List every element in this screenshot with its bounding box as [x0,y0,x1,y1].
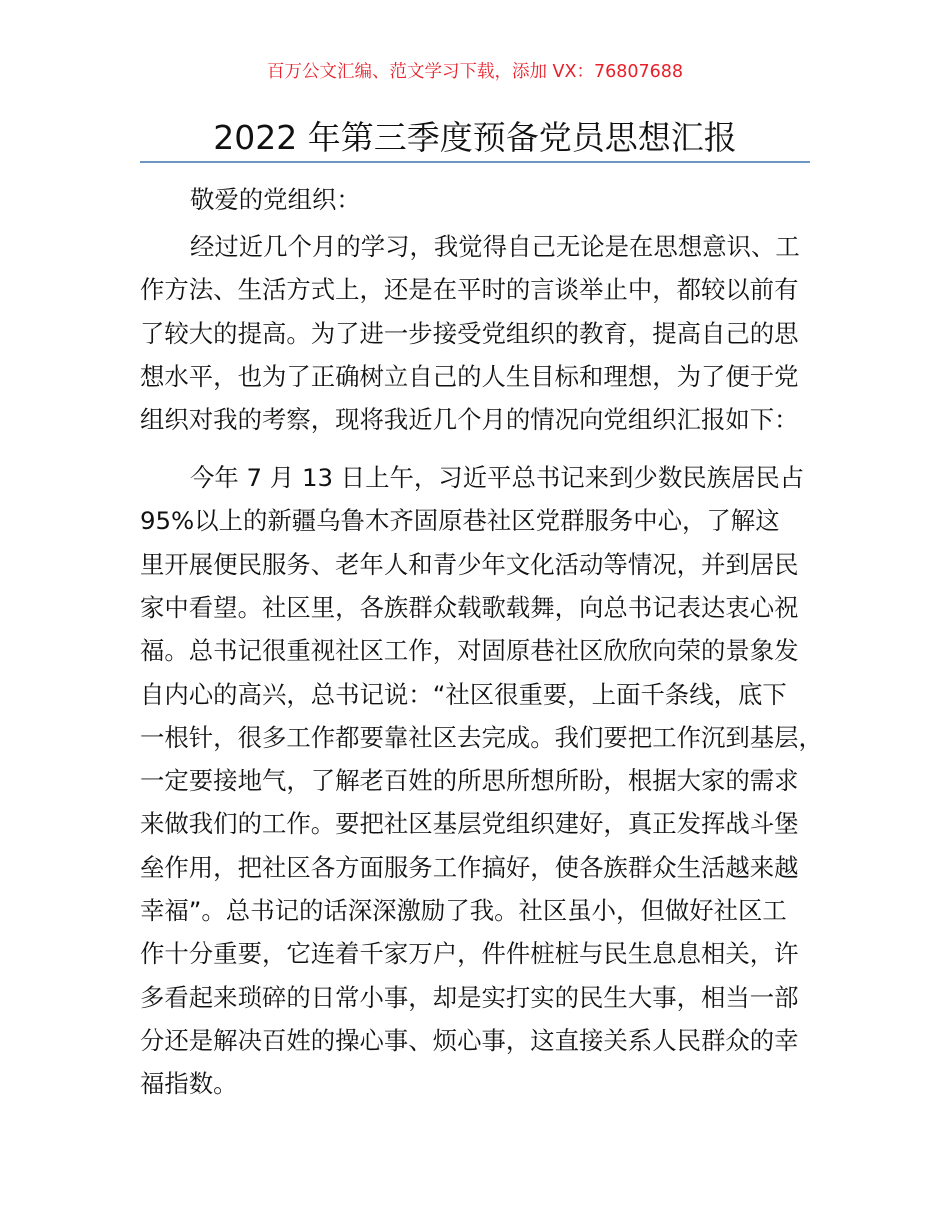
paragraph-line: 福。总书记很重视社区工作，对固原巷社区欣欣向荣的景象发 [140,636,799,666]
paragraph-line: 一定要接地气，了解老百姓的所思所想所盼，根据大家的需求 [140,766,799,796]
paragraph-line: 作方法、生活方式上，还是在平时的言谈举止中，都较以前有 [140,275,799,305]
paragraph-line: 一根针，很多工作都要靠社区去完成。我们要把工作沉到基层， [140,722,823,752]
paragraph-line: 了较大的提高。为了进一步接受党组织的教育，提高自己的思 [140,318,799,348]
paragraph-line: 作十分重要，它连着千家万户，件件桩桩与民生息息相关，许 [140,939,799,969]
paragraph-line: 经过近几个月的学习，我觉得自己无论是在思想意识、工 [190,232,800,261]
title-divider [140,161,810,163]
watermark-banner: 百万公文汇编、范文学习下载，添加 VX：76807688 [266,62,684,82]
paragraph-line: 今年 7 月 13 日上午，习近平总书记来到少数民族居民占 [190,463,805,492]
paragraph-line: 来做我们的工作。要把社区基层党组织建好，真正发挥战斗堡 [140,809,799,839]
paragraph-line: 垒作用，把社区各方面服务工作搞好，使各族群众生活越来越 [140,852,799,882]
paragraph-line: 自内心的高兴，总书记说：“社区很重要，上面千条线，底下 [140,679,787,709]
paragraph-line: 多看起来琐碎的日常小事，却是实打实的民生大事，相当一部 [140,982,799,1012]
paragraph-line: 里开展便民服务、老年人和青少年文化活动等情况，并到居民 [140,549,799,579]
paragraph-line: 幸福”。总书记的话深深激励了我。社区虽小，但做好社区工 [140,896,787,925]
paragraph-line: 95%以上的新疆乌鲁木齐固原巷社区党群服务中心，了解这 [140,506,780,536]
paragraph-line: 想水平，也为了正确树立自己的人生目标和理想，为了便于党 [140,361,799,391]
document-title: 2022 年第三季度预备党员思想汇报 [213,118,737,157]
paragraph-line: 家中看望。社区里，各族群众载歌载舞，向总书记表达衷心祝 [140,592,799,622]
paragraph-line: 分还是解决百姓的操心事、烦心事，这直接关系人民群众的幸 [140,1025,799,1055]
paragraph-line: 组织对我的考察，现将我近几个月的情况向党组织汇报如下： [140,405,799,435]
paragraph-line: 福指数。 [140,1069,238,1099]
greeting: 敬爱的党组织： [190,185,361,214]
